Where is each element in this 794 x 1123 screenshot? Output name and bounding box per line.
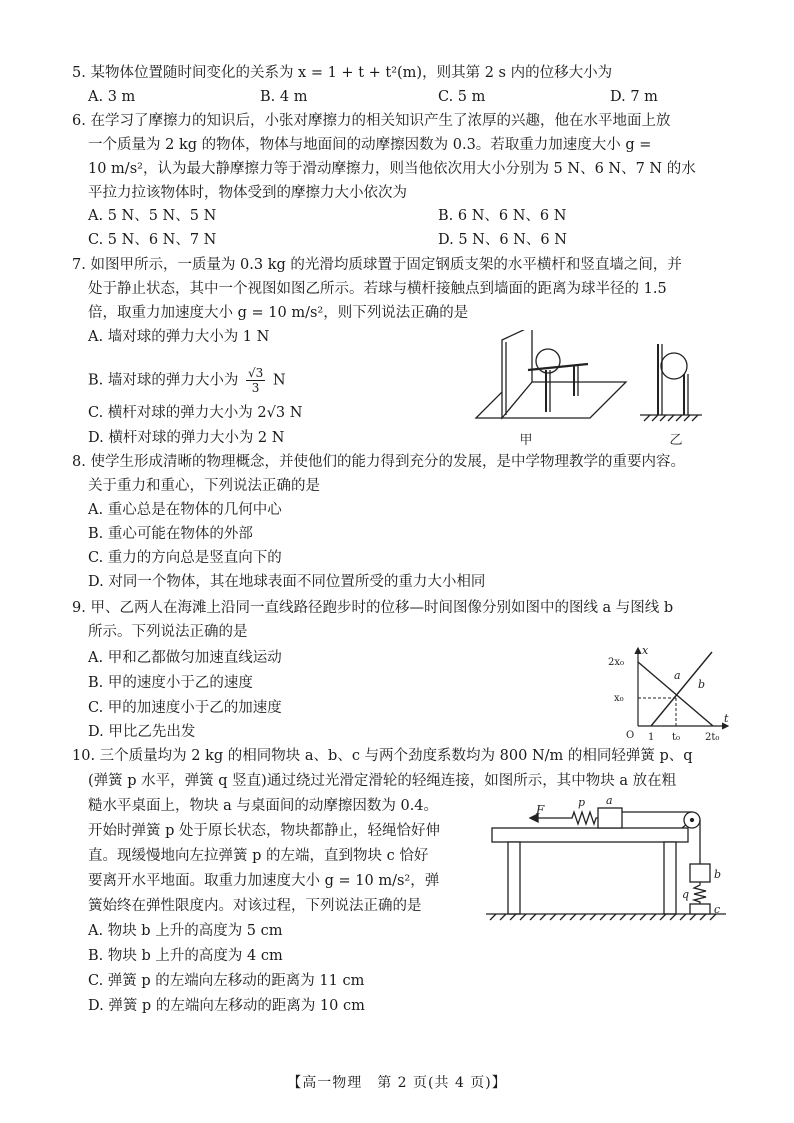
graph-line-a-label: a <box>674 669 681 682</box>
q9-line-2: 所示。下列说法正确的是 <box>88 624 248 640</box>
q5-option-c: C. 5 m <box>438 89 486 105</box>
graph-origin-label: O <box>626 730 635 741</box>
block-b <box>690 864 710 882</box>
q7-option-d: D. 横杆对球的弹力大小为 2 N <box>88 430 285 446</box>
q10-line-1: 10. 三个质量均为 2 kg 的相同物块 a、b、c 与两个劲度系数均为 800 N/m 的相同轻弹簧 p、q <box>72 748 693 764</box>
q7-line-1: 7. 如图甲所示，一质量为 0.3 kg 的光滑均质球置于固定钢质支架的水平横杆和竖直墙之间，并 <box>72 257 682 273</box>
graph-t-axis-label: t <box>724 712 729 725</box>
spring-p <box>568 812 598 824</box>
table-top <box>492 828 688 842</box>
q6-line-2: 一个质量为 2 kg 的物体，物体与地面间的动摩擦因数为 0.3。若取重力加速度大小 g = <box>88 137 652 153</box>
q6-option-b: B. 6 N、6 N、6 N <box>438 208 567 224</box>
q7-option-b-unit: N <box>272 372 286 389</box>
figure-jia-label: 甲 <box>519 433 533 448</box>
table-leg-right <box>664 842 676 914</box>
q10-option-c: C. 弹簧 p 的左端向左移动的距离为 11 cm <box>88 973 365 989</box>
q9-option-c: C. 甲的加速度小于乙的加速度 <box>88 700 282 716</box>
block-c-label: c <box>714 903 721 916</box>
block-a <box>598 808 622 828</box>
spring-p-label: p <box>578 796 586 809</box>
q9-option-b: B. 甲的速度小于乙的速度 <box>88 675 253 691</box>
graph-line-b-label: b <box>698 678 706 691</box>
q6-line-1: 6. 在学习了摩擦力的知识后，小张对摩擦力的相关知识产生了浓厚的兴趣，他在水平地面上放 <box>72 113 671 129</box>
q7-option-c: C. 横杆对球的弹力大小为 2√3 N <box>88 405 303 421</box>
block-b-label: b <box>714 868 722 881</box>
q7-option-a: A. 墙对球的弹力大小为 1 N <box>88 329 270 345</box>
q6-line-3: 10 m/s²，认为最大静摩擦力等于滑动摩擦力，则当他依次用大小分别为 5 N、6 N、7 N 的水 <box>88 161 696 177</box>
q8-line-2: 关于重力和重心，下列说法正确的是 <box>88 478 320 494</box>
q6-options-row-1 <box>88 206 728 226</box>
q8-option-a: A. 重心总是在物体的几何中心 <box>88 502 282 518</box>
q7-figure-jia-drawing <box>476 330 626 418</box>
q10-line-3: 糙水平桌面上，物块 a 与桌面间的动摩擦因数为 0.4。 <box>88 798 439 814</box>
graph-tick-2x0: 2x₀ <box>608 657 625 668</box>
q10-option-d: D. 弹簧 p 的左端向左移动的距离为 10 cm <box>88 998 365 1014</box>
q10-option-b: B. 物块 b 上升的高度为 4 cm <box>88 948 283 964</box>
q10-line-6: 要离开水平地面。取重力加速度大小 g = 10 m/s²，弹 <box>88 873 440 889</box>
page-footer: 【高一物理 第 2 页(共 4 页)】 <box>287 1075 507 1091</box>
q10-option-a: A. 物块 b 上升的高度为 5 cm <box>88 923 283 939</box>
block-a-label: a <box>606 794 613 807</box>
spring-q-label: q <box>682 888 690 901</box>
graph-x-axis-label: x <box>642 644 649 657</box>
q7-figure <box>470 330 730 455</box>
q10-line-5: 直。现缓慢地向左拉弹簧 p 的左端，直到物块 c 恰好 <box>88 848 429 864</box>
q8-option-d: D. 对同一个物体，其在地球表面不同位置所受的重力大小相同 <box>88 574 486 590</box>
graph-tick-1: 1 <box>648 732 655 743</box>
q8-option-b: B. 重心可能在物体的外部 <box>88 526 253 542</box>
q6-options-row-2 <box>88 230 728 250</box>
graph-tick-x0: x₀ <box>614 693 624 704</box>
q8-option-c: C. 重力的方向总是竖直向下的 <box>88 550 282 566</box>
q5-options <box>88 87 728 107</box>
block-c <box>690 904 710 914</box>
spring-q <box>694 882 706 904</box>
q7-option-b-text: B. 墙对球的弹力大小为 <box>88 372 239 389</box>
table-leg-left <box>508 842 520 914</box>
q5-option-d: D. 7 m <box>610 89 658 105</box>
q10-line-2: (弹簧 p 水平，弹簧 q 竖直)通过绕过光滑定滑轮的轻绳连接，如图所示，其中物块 a 放在粗 <box>88 773 677 789</box>
q7-fraction-numerator: √3 <box>247 366 264 380</box>
q8-line-1: 8. 使学生形成清晰的物理概念，并使他们的能力得到充分的发展，是中学物理教学的重要内容。 <box>72 454 685 470</box>
figure-yi-label: 乙 <box>669 433 683 448</box>
q7-figure-yi-drawing <box>640 344 702 421</box>
force-label: F <box>536 803 545 817</box>
q7-line-3: 倍，取重力加速度大小 g = 10 m/s²，则下列说法正确的是 <box>88 305 469 321</box>
q9-line-1: 9. 甲、乙两人在海滩上沿同一直线路径跑步时的位移—时间图像分别如图中的图线 a 与图线 b <box>72 600 674 616</box>
q10-line-7: 簧始终在弹性限度内。对该过程，下列说法正确的是 <box>88 898 422 914</box>
q6-option-c: C. 5 N、6 N、7 N <box>88 232 217 248</box>
q7-fraction-denominator: 3 <box>251 381 260 395</box>
q6-line-4: 平拉力拉该物体时，物体受到的摩擦力大小依次为 <box>88 185 407 201</box>
q10-line-4: 开始时弹簧 p 处于原长状态，物块都静止，轻绳恰好伸 <box>88 823 440 839</box>
q5-option-b: B. 4 m <box>260 89 308 105</box>
q6-option-a: A. 5 N、5 N、5 N <box>88 208 217 224</box>
q9-option-a: A. 甲和乙都做匀加速直线运动 <box>88 650 282 666</box>
q5-stem: 5. 某物体位置随时间变化的关系为 x = 1 + t + t²(m)，则其第 2 s 内的位移大小为 <box>72 65 613 81</box>
graph-tick-t0: t₀ <box>672 732 681 743</box>
q6-option-d: D. 5 N、6 N、6 N <box>438 232 567 248</box>
q7-option-b <box>88 366 286 395</box>
graph-tick-2t0: 2t₀ <box>705 732 720 743</box>
q7-fraction <box>246 366 265 395</box>
q5-option-a: A. 3 m <box>88 89 136 105</box>
q9-option-d: D. 甲比乙先出发 <box>88 724 196 740</box>
q7-line-2: 处于静止状态，其中一个视图如图乙所示。若球与横杆接触点到墙面的距离为球半径的 1.5 <box>88 281 667 297</box>
q9-xt-graph <box>600 642 734 746</box>
q10-figure <box>486 792 730 930</box>
